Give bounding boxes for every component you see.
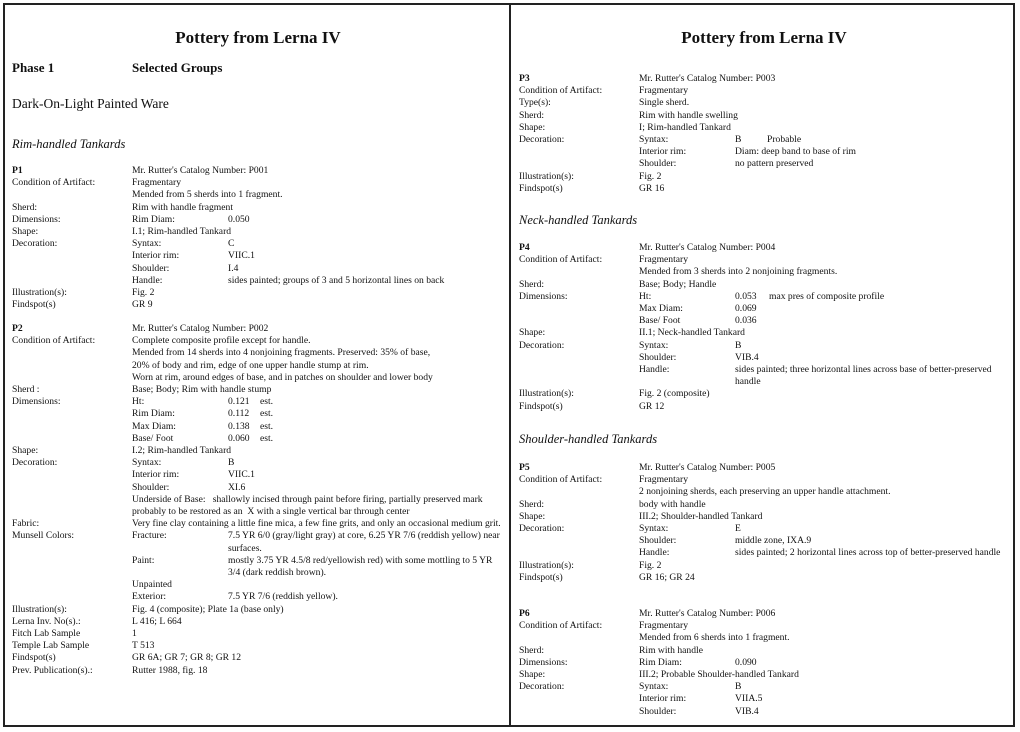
sherd-value: Rim with handle swelling: [639, 109, 738, 121]
dim-key: Rim Diam:: [132, 213, 175, 225]
field-label: Decoration:: [12, 238, 58, 250]
dec-key: Syntax:: [132, 457, 162, 469]
shape-value: III.2; Shoulder-handled Tankard: [639, 510, 763, 522]
findspot-value: GR 16: [639, 182, 665, 194]
catalog-entry-p5: [519, 462, 1009, 584]
dec-key: Interior rim:: [639, 146, 687, 158]
shape-value: II.1; Neck-handled Tankard: [639, 327, 745, 339]
dec-key: Shoulder:: [639, 158, 677, 170]
munsell-key: Fracture:: [132, 530, 167, 542]
sherd-value: Base; Body; Rim with handle stump: [132, 384, 272, 396]
field-label: Findspot(s): [12, 652, 56, 664]
dec-value: B: [735, 339, 742, 351]
dec-key: Syntax:: [639, 339, 669, 351]
field-label: Shape:: [519, 121, 546, 133]
field-label: Illustration(s):: [12, 603, 67, 615]
dim-note: est.: [260, 396, 274, 408]
condition-line: Mended from 3 sherds into 2 nonjoining fragments.: [639, 266, 838, 278]
dec-value: VIIC.1: [228, 250, 255, 262]
entry-id: P5: [519, 462, 530, 473]
field-label: Munsell Colors:: [12, 530, 75, 542]
field-label: Condition of Artifact:: [519, 620, 603, 632]
field-label: Temple Lab Sample: [12, 640, 90, 652]
section-heading: [519, 214, 1009, 226]
dim-value: 0.036: [735, 315, 757, 327]
section-heading: [12, 138, 504, 150]
catalog-number: Mr. Rutter's Catalog Number: P003: [639, 73, 776, 84]
illustration-value: Fig. 2: [132, 287, 155, 299]
condition-line: Worn at rim, around edges of base, and in patches on shoulder and lower body: [132, 371, 433, 383]
field-label: Dimensions:: [519, 656, 568, 668]
munsell-value: mostly 3.75 YR 4.5/8 red/yellowish red) with some mottling to 5 YR 3/4 (dark reddish brown).: [228, 554, 493, 579]
dec-key: Interior rim:: [132, 250, 180, 262]
entry-id: P2: [12, 323, 23, 334]
field-label: Findspot(s): [519, 571, 563, 583]
dec-value: VIIC.1: [228, 469, 255, 481]
field-label: Condition of Artifact:: [12, 177, 96, 189]
field-label: Shape:: [12, 226, 39, 238]
field-label: Illustration(s):: [12, 287, 67, 299]
field-label: Sherd :: [12, 384, 40, 396]
condition-line: Mended from 6 sherds into 1 fragment.: [639, 632, 790, 644]
field-label: Shape:: [519, 510, 546, 522]
dim-value: 0.060: [228, 432, 250, 444]
dim-key: Ht:: [132, 396, 145, 408]
dec-value: no pattern preserved: [735, 158, 814, 170]
dim-value: 0.121: [228, 396, 250, 408]
page-title: Pottery from Lerna IV: [175, 28, 341, 47]
field-label: Shape:: [12, 445, 39, 457]
left-page: [12, 0, 504, 732]
type-value: Single sherd.: [639, 97, 690, 109]
field-label: Shape:: [519, 327, 546, 339]
field-label: Prev. Publication(s).:: [12, 664, 93, 676]
field-label: Sherd:: [12, 201, 38, 213]
dec-key: Shoulder:: [132, 481, 170, 493]
findspot-value: GR 16; GR 24: [639, 571, 695, 583]
dec-key: Handle:: [639, 364, 670, 376]
field-label: Findspot(s): [519, 400, 563, 412]
dec-value: VIIA.5: [735, 693, 763, 705]
dec-value: Diam: deep band to base of rim: [735, 146, 856, 158]
dec-key: Shoulder:: [639, 535, 677, 547]
field-label: Dimensions:: [519, 290, 568, 302]
temple-value: T 513: [132, 640, 155, 652]
condition-line: 20% of body and rim, edge of one upper handle stump at rim.: [132, 359, 369, 371]
field-label: Condition of Artifact:: [519, 254, 603, 266]
catalog-entry-p2: [12, 323, 504, 677]
dim-value: 0.050: [228, 213, 250, 225]
dec-key: Shoulder:: [639, 705, 677, 717]
condition-line: Fragmentary: [639, 620, 689, 632]
dec-key: Shoulder:: [132, 262, 170, 274]
munsell-value: 7.5 YR 7/6 (reddish yellow).: [228, 591, 338, 603]
condition-line: Fragmentary: [132, 177, 182, 189]
page-divider: [509, 3, 511, 727]
field-label: Condition of Artifact:: [519, 474, 603, 486]
munsell-value: 7.5 YR 6/0 (gray/light gray) at core, 6.25 YR 7/6 (reddish yellow) near surfaces.: [228, 530, 500, 554]
dec-value: middle zone, IXA.9: [735, 535, 812, 547]
dim-note: est.: [260, 408, 274, 420]
phase-heading: [12, 62, 222, 74]
condition-line: Fragmentary: [639, 474, 689, 486]
catalog-entry-p6: [519, 608, 1009, 718]
illustration-value: Fig. 2 (composite): [639, 388, 710, 400]
dec-value: B: [228, 457, 235, 469]
dim-note: est.: [260, 420, 274, 432]
dim-note: max pres of composite profile: [769, 290, 885, 302]
field-label: Lerna Inv. No(s).:: [12, 615, 81, 627]
catalog-entry-p1: [12, 165, 504, 311]
condition-line: 2 nonjoining sherds, each preserving an upper handle attachment.: [639, 486, 891, 498]
section-title: Neck-handled Tankards: [519, 213, 638, 227]
dim-key: Base/ Foot: [639, 315, 681, 327]
field-label: Illustration(s):: [519, 170, 574, 182]
underside-note: Underside of Base: shallowly incised through paint before firing, partially preserved mark probably to be restored as an X with a single vertical bar through center: [132, 493, 486, 518]
field-label: Sherd:: [519, 278, 545, 290]
munsell-key: Paint:: [132, 554, 155, 566]
field-label: Condition of Artifact:: [519, 85, 603, 97]
field-label: Decoration:: [12, 457, 58, 469]
illustration-value: Fig. 2: [639, 170, 662, 182]
catalog-number: Mr. Rutter's Catalog Number: P004: [639, 242, 776, 253]
dim-note: est.: [260, 432, 274, 444]
entry-id: P1: [12, 165, 23, 176]
dec-value: B: [735, 134, 742, 146]
condition-line: Fragmentary: [639, 85, 689, 97]
fabric-value: Very fine clay containing a little fine mica, a few fine grits, and only an occasional medium grit.: [132, 518, 501, 530]
dim-value: 0.053: [735, 290, 757, 302]
dec-value: sides painted; 2 horizontal lines across top of better-preserved handle: [735, 547, 1001, 559]
condition-line: Fragmentary: [639, 254, 689, 266]
condition-line: Complete composite profile except for handle.: [132, 335, 311, 347]
entry-id: P4: [519, 242, 530, 253]
munsell-key: Exterior:: [132, 591, 167, 603]
catalog-number: Mr. Rutter's Catalog Number: P001: [132, 165, 269, 176]
right-page: [519, 0, 1009, 732]
condition-line: Mended from 14 sherds into 4 nonjoining fragments. Preserved: 35% of base,: [132, 347, 431, 359]
dim-key: Max Diam:: [639, 303, 683, 315]
dec-key: Syntax:: [132, 238, 162, 250]
publication-value: Rutter 1988, fig. 18: [132, 664, 208, 676]
dim-key: Max Diam:: [132, 420, 176, 432]
dec-value: C: [228, 238, 235, 250]
entry-id: P3: [519, 73, 530, 84]
field-label: Type(s):: [519, 97, 551, 109]
dec-key: Handle:: [132, 274, 163, 286]
sherd-value: Rim with handle: [639, 644, 703, 656]
field-label: Decoration:: [519, 134, 565, 146]
condition-line: Mended from 5 sherds into 1 fragment.: [132, 189, 283, 201]
field-label: Dimensions:: [12, 396, 61, 408]
dec-value: VIB.4: [735, 351, 759, 363]
catalog-entry-p4: [519, 242, 1009, 413]
dim-key: Rim Diam:: [639, 656, 682, 668]
section-title: Shoulder-handled Tankards: [519, 432, 658, 446]
illustration-value: Fig. 4 (composite); Plate 1a (base only): [132, 603, 284, 615]
shape-value: I.1; Rim-handled Tankard: [132, 226, 232, 238]
dec-key: Interior rim:: [132, 469, 180, 481]
dim-key: Base/ Foot: [132, 432, 174, 444]
page-title: Pottery from Lerna IV: [681, 28, 847, 47]
field-label: Illustration(s):: [519, 559, 574, 571]
dec-value: B: [735, 681, 742, 693]
dec-note: Probable: [767, 134, 802, 146]
dec-key: Syntax:: [639, 134, 669, 146]
catalog-entry-p3: [519, 73, 1009, 195]
field-label: Fitch Lab Sample: [12, 628, 81, 640]
dec-key: Interior rim:: [639, 693, 687, 705]
dec-value: sides painted; three horizontal lines across base of better-preserved handle: [735, 364, 992, 388]
dec-value: E: [735, 523, 741, 535]
dim-value: 0.090: [735, 656, 757, 668]
findspot-value: GR 12: [639, 400, 665, 412]
dec-value: VIB.4: [735, 705, 759, 717]
dec-value: I.4: [228, 262, 239, 274]
shape-value: I; Rim-handled Tankard: [639, 121, 731, 133]
dim-value: 0.138: [228, 420, 250, 432]
section-heading: [519, 433, 1009, 445]
groups-label: Selected Groups: [132, 60, 223, 75]
field-label: Illustration(s):: [519, 388, 574, 400]
dec-key: Syntax:: [639, 523, 669, 535]
dim-key: Ht:: [639, 290, 652, 302]
dec-key: Shoulder:: [639, 351, 677, 363]
field-label: Findspot(s): [12, 299, 56, 311]
field-label: Fabric:: [12, 518, 40, 530]
field-label: Shape:: [519, 669, 546, 681]
field-label: Condition of Artifact:: [12, 335, 96, 347]
field-label: Decoration:: [519, 523, 565, 535]
sherd-value: body with handle: [639, 498, 706, 510]
sherd-value: Base; Body; Handle: [639, 278, 717, 290]
unpainted-label: Unpainted: [132, 579, 172, 591]
shape-value: I.2; Rim-handled Tankard: [132, 445, 232, 457]
section-title: Rim-handled Tankards: [12, 137, 126, 151]
field-label: Findspot(s): [519, 182, 563, 194]
catalog-number: Mr. Rutter's Catalog Number: P005: [639, 462, 776, 473]
dim-value: 0.069: [735, 303, 757, 315]
illustration-value: Fig. 2: [639, 559, 662, 571]
dim-key: Rim Diam:: [132, 408, 175, 420]
field-label: Decoration:: [519, 339, 565, 351]
ware-heading: Dark-On-Light Painted Ware: [12, 96, 169, 111]
field-label: Sherd:: [519, 644, 545, 656]
dec-value: sides painted; groups of 3 and 5 horizontal lines on back: [228, 274, 445, 286]
catalog-number: Mr. Rutter's Catalog Number: P006: [639, 608, 776, 619]
dim-value: 0.112: [228, 408, 250, 420]
lerna-inv-value: L 416; L 664: [132, 615, 182, 627]
findspot-value: GR 6A; GR 7; GR 8; GR 12: [132, 652, 242, 664]
entry-id: P6: [519, 608, 530, 619]
phase-label: Phase 1: [12, 60, 55, 75]
field-label: Sherd:: [519, 498, 545, 510]
dec-key: Handle:: [639, 547, 670, 559]
dec-value: XI.6: [228, 481, 246, 493]
findspot-value: GR 9: [132, 299, 153, 311]
field-label: Dimensions:: [12, 213, 61, 225]
catalog-number: Mr. Rutter's Catalog Number: P002: [132, 323, 269, 334]
fitch-value: 1: [132, 628, 137, 640]
field-label: Sherd:: [519, 109, 545, 121]
dec-key: Syntax:: [639, 681, 669, 693]
field-label: Decoration:: [519, 681, 565, 693]
sherd-value: Rim with handle fragment: [132, 201, 233, 213]
shape-value: III.2; Probable Shoulder-handled Tankard: [639, 669, 799, 681]
